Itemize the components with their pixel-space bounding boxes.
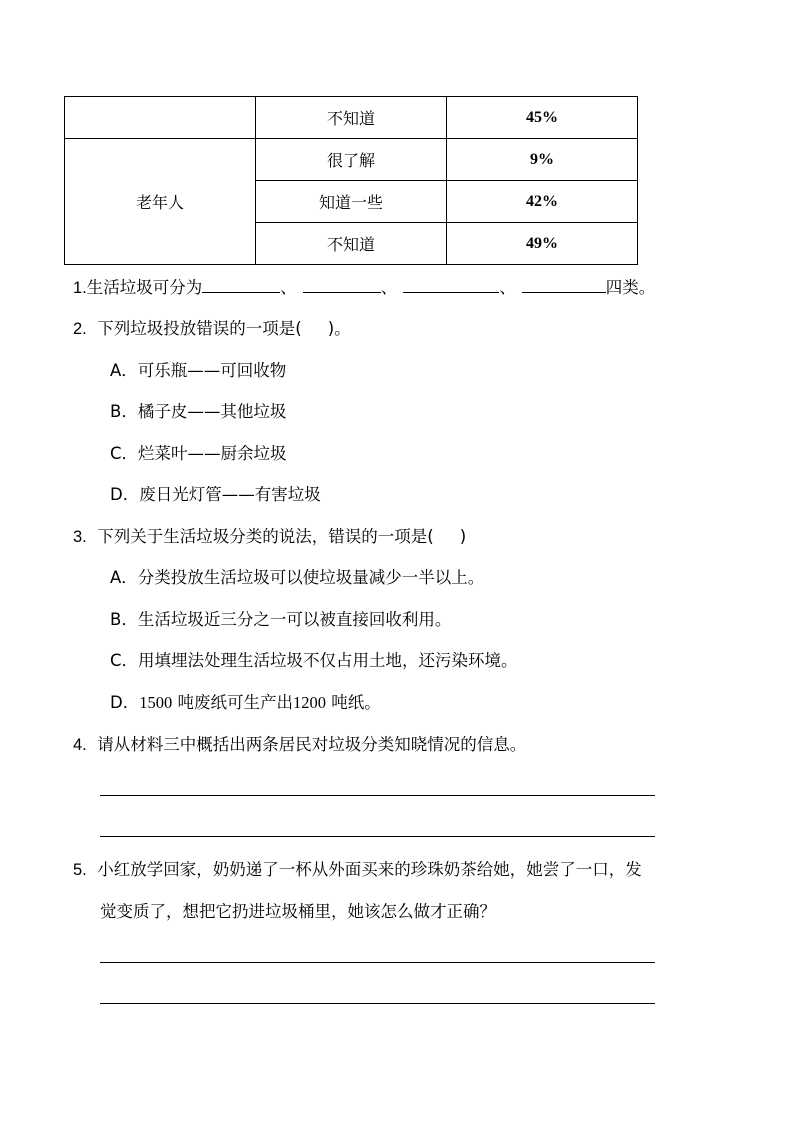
question-text: 请从材料三中概括出两条居民对垃圾分类知晓情况的信息。 [97,735,527,754]
question-stem: 下列垃圾投放错误的一项是( [97,319,302,338]
question-number: 4. [73,736,87,754]
question-stem-end: )。 [327,319,351,338]
question-text: 生活垃圾可分为 [86,278,203,297]
level-cell: 不知道 [256,97,447,139]
option-letter: A． [110,568,138,587]
question-number: 5. [73,861,87,879]
level-cell: 不知道 [256,223,447,265]
answer-line[interactable] [100,795,655,796]
option-d [110,485,321,505]
question-1 [73,278,655,298]
question-text-end: 四类。 [605,278,656,297]
question-text-line1: 小红放学回家，奶奶递了一杯从外面买来的珍珠奶茶给她，她尝了一口，发 [97,860,642,879]
question-number: 1. [73,279,87,297]
question-5 [73,860,642,880]
answer-blank-3[interactable] [403,278,499,293]
option-c [110,651,518,671]
option-letter: D． [110,485,140,504]
option-text: 吨纸。 [325,693,381,712]
question-3 [73,527,466,547]
level-cell: 很了解 [256,139,447,181]
group-cell [65,97,256,139]
option-text: 废日光灯管——有害垃圾 [139,485,321,504]
option-letter: C． [110,444,139,463]
question-number: 3. [73,528,87,546]
percent-cell: 9% [447,139,638,181]
option-letter: B． [110,610,138,629]
question-5-continued [100,902,496,922]
option-number: 1200 [292,693,326,712]
question-text-line2: 觉变质了，想把它扔进垃圾桶里，她该怎么做才正确？ [100,902,496,921]
question-2 [73,319,351,339]
option-letter: A． [110,361,138,380]
percent-cell: 42% [447,181,638,223]
option-text: 生活垃圾近三分之一可以被直接回收利用。 [137,610,452,629]
table-row [65,139,638,181]
answer-line[interactable] [100,962,655,963]
answer-line[interactable] [100,836,655,837]
option-letter: C． [110,651,139,670]
answer-blank-1[interactable] [202,278,280,293]
survey-table [64,96,638,265]
question-stem-end: ) [459,527,467,546]
separator: 、 [380,278,398,297]
option-letter: D． [110,693,140,712]
option-text: 橘子皮——其他垃圾 [137,402,287,421]
option-c [110,444,287,464]
group-cell-elderly: 老年人 [65,139,256,265]
option-a [110,361,286,381]
option-d [110,693,381,713]
percent-cell: 45% [447,97,638,139]
separator: 、 [499,278,516,297]
question-4 [73,735,526,755]
option-number: 1500 [139,693,173,712]
table-row [65,97,638,139]
option-b [110,610,451,630]
answer-line[interactable] [100,1003,655,1004]
option-letter: B． [110,402,138,421]
level-cell: 知道一些 [256,181,447,223]
option-text: 分类投放生活垃圾可以使垃圾量减少一半以上。 [137,568,485,587]
option-text: 用填埋法处理生活垃圾不仅占用土地，还污染环境。 [138,651,518,670]
option-text: 烂菜叶——厨余垃圾 [138,444,287,463]
question-stem: 下列关于生活垃圾分类的说法，错误的一项是( [97,527,434,546]
option-text: 可乐瓶——可回收物 [137,361,287,380]
answer-blank-4[interactable] [522,278,606,293]
answer-blank-2[interactable] [303,278,381,293]
separator: 、 [280,278,297,297]
question-number: 2. [73,320,87,338]
option-b [110,402,286,422]
option-text: 吨废纸可生产出 [172,693,293,712]
option-a [110,568,484,588]
percent-cell: 49% [447,223,638,265]
